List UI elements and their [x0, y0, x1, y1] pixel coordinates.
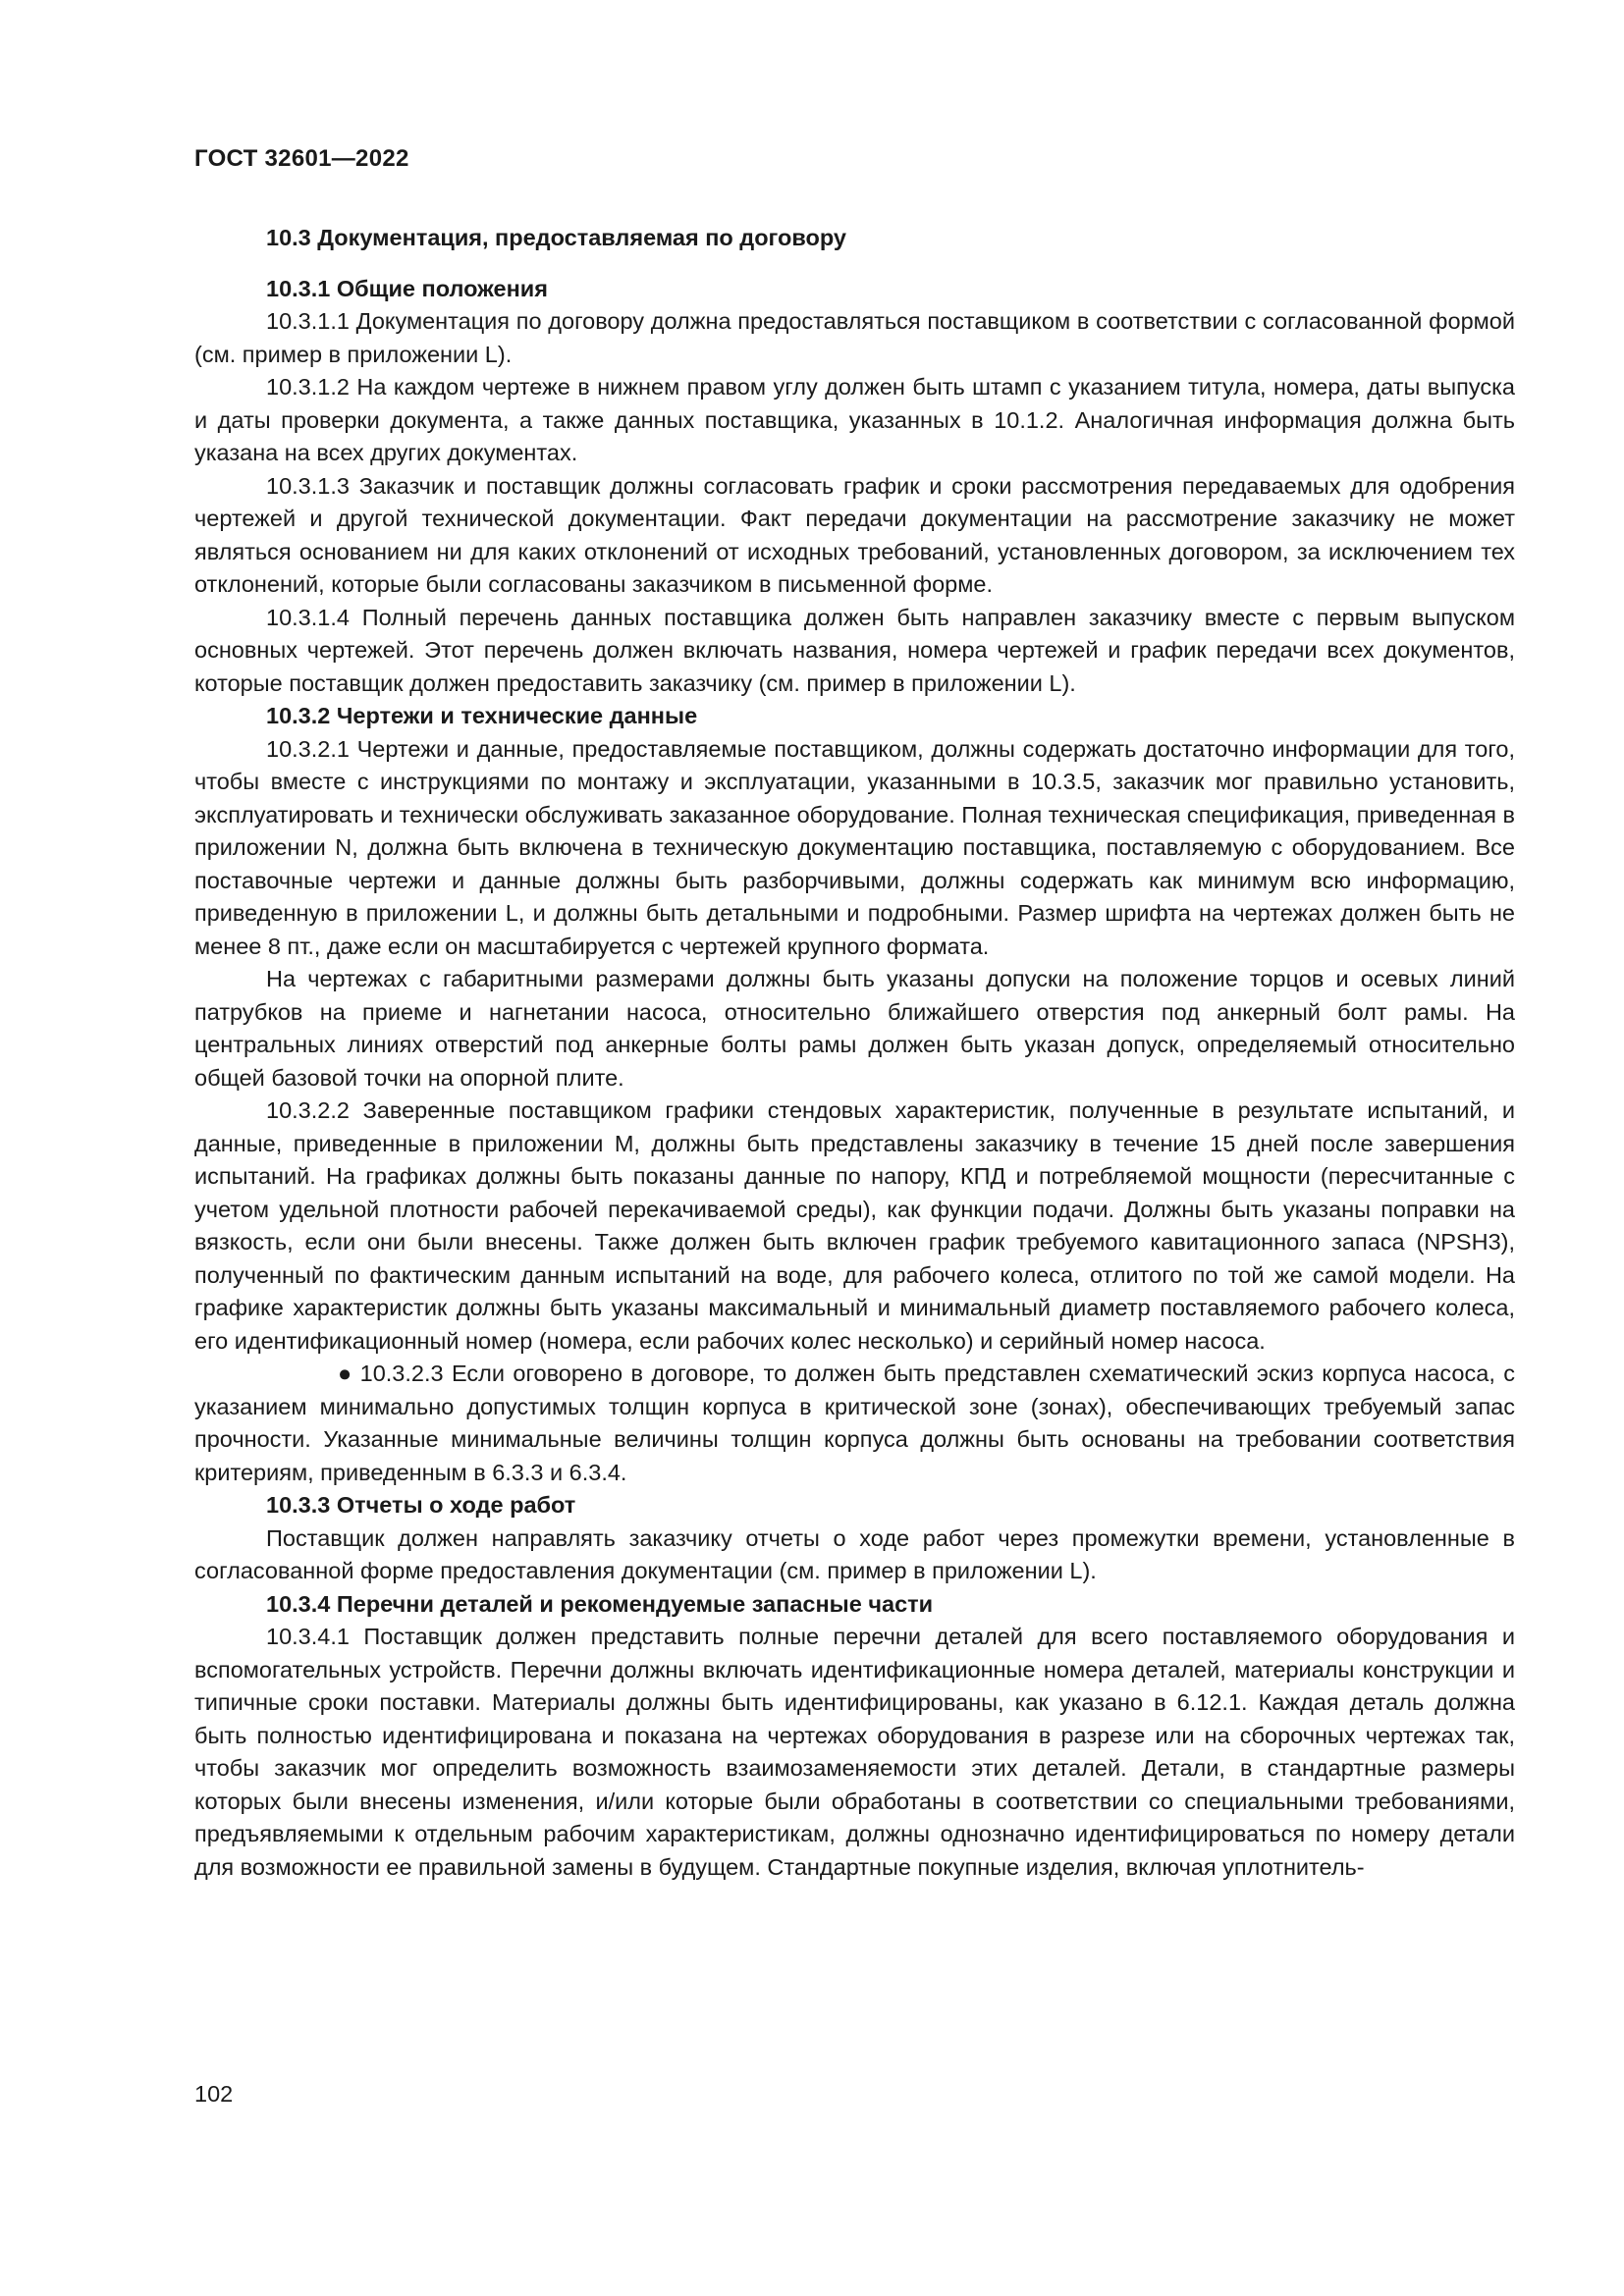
paragraph-10-3-2-3: [194, 1358, 1515, 1489]
page-number: 102: [194, 2081, 234, 2107]
paragraph-dimensions: На чертежах с габаритными размерами должны быть указаны допуски на положение торцов и осевых линий патрубков на приеме и нагнетании насоса, относительно ближайшего отверстия под анкерный болт рамы. На центральных линиях отверстий под анкерные болты рамы должен быть указан допуск, определяемый относительно общей базовой точки на опорной плите.: [194, 966, 1515, 1091]
paragraph-10-3-1-2: 10.3.1.2 На каждом чертеже в нижнем правом углу должен быть штамп с указанием титула, номера, даты выпуска и даты проверки документа, а также данных поставщика, указанных в 10.1.2. Аналогичная информация должна быть указана на всех других документах.: [194, 374, 1515, 465]
paragraph-10-3-2-3-text: 10.3.2.3 Если оговорено в договоре, то должен быть представлен схематический эскиз корпуса насоса, с указанием минимально допустимых толщин корпуса в критической зоне (зонах), обеспечивающих требуемый запас прочности. Указанные минимальные величины толщин корпуса должны быть основаны на требовании соответствия критериям, приведенным в 6.3.3 и 6.3.4.: [194, 1361, 1516, 1485]
subsection-heading-10-3-4: 10.3.4 Перечни деталей и рекомендуемые запасные части: [266, 1590, 934, 1617]
paragraph-10-3-1-1: 10.3.1.1 Документация по договору должна предоставляться поставщиком в соответствии с согласованной формой (см. пример в приложении L).: [194, 308, 1515, 367]
bullet-icon: ●: [338, 1361, 352, 1386]
subsection-heading-10-3-1: 10.3.1 Общие положения: [266, 275, 548, 301]
subsection-heading-10-3-3: 10.3.3 Отчеты о ходе работ: [266, 1492, 576, 1518]
document-header: ГОСТ 32601—2022: [194, 145, 409, 172]
section-heading-10-3: 10.3 Документация, предоставляемая по договору: [266, 225, 846, 250]
paragraph-10-3-1-4: 10.3.1.4 Полный перечень данных поставщика должен быть направлен заказчику вместе с первым выпуском основных чертежей. Этот перечень должен включать названия, номера чертежей и график передачи всех документов, которые поставщик должен предоставить заказчику (см. пример в приложении L).: [194, 604, 1515, 696]
document-body: [194, 222, 1515, 1884]
subsection-heading-10-3-2: 10.3.2 Чертежи и технические данные: [266, 703, 698, 728]
paragraph-10-3-2-2: 10.3.2.2 Заверенные поставщиком графики стендовых характеристик, полученные в результате испытаний, и данные, приведенные в приложении М, должны быть представлены заказчику в течение 15 дней после завершения испытаний. На графиках должны быть показаны данные по напору, КПД и потребляемой мощности (пересчитанные с учетом удельной плотности рабочей перекачиваемой среды), как функции подачи. Должны быть указаны поправки на вязкость, если они были внесены. Также должен быть включен график требуемого кавитационного запаса (NPSH3), полученный по фактическим данным испытаний на воде, для рабочего колеса, отлитого по той же самой модели. На графике характеристик должны быть указаны максимальный и минимальный диаметр поставляемого рабочего колеса, его идентификационный номер (номера, если рабочих колес несколько) и серийный номер насоса.: [194, 1097, 1515, 1354]
paragraph-10-3-4-1: 10.3.4.1 Поставщик должен представить полные перечни деталей для всего поставляемого оборудования и вспомогательных устройств. Перечни должны включать идентификационные номера деталей, материалы конструкции и типичные сроки поставки. Материалы должны быть идентифицированы, как указано в 6.12.1. Каждая деталь должна быть полностью идентифицирована и показана на чертежах оборудования в разрезе или на сборочных чертежах так, чтобы заказчик мог определить возможность взаимозаменяемости этих деталей. Детали, в стандартные размеры которых были внесены изменения, и/или которые были обработаны в соответствии со специальными требованиями, предъявляемыми к отдельным рабочим характеристикам, должны однозначно идентифицироваться по номеру детали для возможности ее правильной замены в будущем. Стандартные покупные изделия, включая уплотнитель-: [194, 1624, 1515, 1880]
paragraph-10-3-1-3: 10.3.1.3 Заказчик и поставщик должны согласовать график и сроки рассмотрения передаваемых для одобрения чертежей и другой технической документации. Факт передачи документации на рассмотрение заказчику не может являться основанием ни для каких отклонений от исходных требований, установленных договором, за исключением тех отклонений, которые были согласованы заказчиком в письменной форме.: [194, 472, 1515, 597]
paragraph-progress-reports: Поставщик должен направлять заказчику отчеты о ходе работ через промежутки времени, установленные в согласованной форме предоставления документации (см. пример в приложении L).: [194, 1524, 1515, 1583]
paragraph-10-3-2-1: 10.3.2.1 Чертежи и данные, предоставляемые поставщиком, должны содержать достаточно информации для того, чтобы вместе с инструкциями по монтажу и эксплуатации, указанными в 10.3.5, заказчик мог правильно установить, эксплуатировать и технически обслуживать заказанное оборудование. Полная техническая спецификация, приведенная в приложении N, должна быть включена в техническую документацию поставщика, поставляемую с оборудованием. Все поставочные чертежи и данные должны быть разборчивыми, должны содержать как минимум всю информацию, приведенную в приложении L, и должны быть детальными и подробными. Размер шрифта на чертежах должен быть не менее 8 пт., даже если он масштабируется с чертежей крупного формата.: [194, 735, 1515, 959]
